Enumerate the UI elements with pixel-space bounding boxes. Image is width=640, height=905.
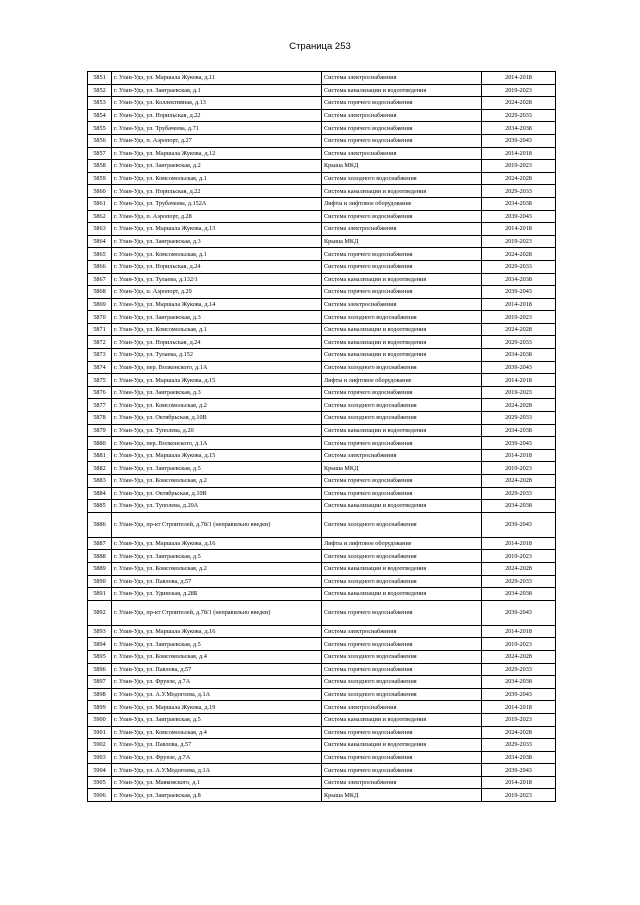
row-period: 2014-2018 xyxy=(482,776,556,789)
row-number: 5861 xyxy=(88,197,112,210)
row-number: 5906 xyxy=(88,789,112,802)
table-row xyxy=(88,739,556,752)
row-period: 2034-2038 xyxy=(482,424,556,437)
row-address: г. Улан-Удэ, ул. Трубачеева, д.71 xyxy=(112,122,322,135)
row-number: 5872 xyxy=(88,336,112,349)
table-row xyxy=(88,298,556,311)
row-number: 5866 xyxy=(88,260,112,273)
row-address: г. Улан-Удэ, ул. Фрунзе, д.7А xyxy=(112,751,322,764)
row-address: г. Улан-Удэ, ул. Туполева, д.20А xyxy=(112,500,322,513)
row-period: 2014-2018 xyxy=(482,147,556,160)
row-period: 2019-2023 xyxy=(482,84,556,97)
row-system: Система канализации и водоотведения xyxy=(322,84,482,97)
row-period: 2039-2043 xyxy=(482,286,556,299)
table-row xyxy=(88,235,556,248)
row-system: Система электроснабжения xyxy=(322,701,482,714)
row-number: 5871 xyxy=(88,323,112,336)
row-number: 5884 xyxy=(88,487,112,500)
row-period: 2014-2018 xyxy=(482,72,556,85)
row-number: 5891 xyxy=(88,588,112,601)
table-row xyxy=(88,185,556,198)
row-system: Крыша МКД xyxy=(322,235,482,248)
row-system: Система электроснабжения xyxy=(322,147,482,160)
row-address: г. Улан-Удэ, ул. Комсомольская, д.1 xyxy=(112,323,322,336)
table-row xyxy=(88,751,556,764)
row-address: г. Улан-Удэ, ул. Трубачеева, д.152А xyxy=(112,197,322,210)
row-number: 5859 xyxy=(88,172,112,185)
row-address: г. Улан-Удэ, ул. Заиграевская, д.3 xyxy=(112,311,322,324)
row-period: 2039-2043 xyxy=(482,600,556,625)
row-number: 5875 xyxy=(88,374,112,387)
row-address: г. Улан-Удэ, ул. Коллективная, д.13 xyxy=(112,97,322,110)
row-number: 5895 xyxy=(88,650,112,663)
row-address: г. Улан-Удэ, ул. Маршала Жукова, д.16 xyxy=(112,625,322,638)
row-system: Система горячего водоснабжения xyxy=(322,260,482,273)
row-system: Система электроснабжения xyxy=(322,298,482,311)
table-row xyxy=(88,223,556,236)
row-number: 5888 xyxy=(88,550,112,563)
row-period: 2019-2023 xyxy=(482,713,556,726)
table-row xyxy=(88,676,556,689)
row-number: 5865 xyxy=(88,248,112,261)
table-row xyxy=(88,789,556,802)
row-system: Лифты и лифтовое оборудование xyxy=(322,197,482,210)
row-address: г. Улан-Удэ, ул. Комсомольская, д.2 xyxy=(112,475,322,488)
row-address: г. Улан-Удэ, ул. А.У.Модогоева, д.1А xyxy=(112,764,322,777)
table-row xyxy=(88,323,556,336)
row-number: 5901 xyxy=(88,726,112,739)
row-address: г. Улан-Удэ, ул. Заиграевская, д.5 xyxy=(112,638,322,651)
table-row xyxy=(88,286,556,299)
row-address: г. Улан-Удэ, ул. Заиграевская, д.5 xyxy=(112,550,322,563)
row-number: 5882 xyxy=(88,462,112,475)
row-period: 2019-2023 xyxy=(482,160,556,173)
row-address: г. Улан-Удэ, ул. Норильская, д.24 xyxy=(112,336,322,349)
row-system: Система холодного водоснабжения xyxy=(322,399,482,412)
row-number: 5856 xyxy=(88,134,112,147)
row-address: г. Улан-Удэ, ул. Маршала Жукова, д.19 xyxy=(112,701,322,714)
row-number: 5879 xyxy=(88,424,112,437)
row-number: 5860 xyxy=(88,185,112,198)
row-address: г. Улан-Удэ, ул. Заиграевская, д.3 xyxy=(112,386,322,399)
row-system: Система электроснабжения xyxy=(322,72,482,85)
row-system: Крыша МКД xyxy=(322,160,482,173)
row-system: Система электроснабжения xyxy=(322,776,482,789)
row-address: г. Улан-Удэ, ул. Комсомольская, д.1 xyxy=(112,172,322,185)
row-system: Система горячего водоснабжения xyxy=(322,437,482,450)
row-system: Система горячего водоснабжения xyxy=(322,751,482,764)
row-system: Система горячего водоснабжения xyxy=(322,210,482,223)
table-row xyxy=(88,386,556,399)
row-address: г. Улан-Удэ, пр-кт Строителей, д.78/1 (неправильно введен) xyxy=(112,512,322,537)
row-system: Система холодного водоснабжения xyxy=(322,676,482,689)
row-system: Система канализации и водоотведения xyxy=(322,323,482,336)
row-period: 2034-2038 xyxy=(482,122,556,135)
row-system: Лифты и лифтовое оборудование xyxy=(322,537,482,550)
row-period: 2014-2018 xyxy=(482,625,556,638)
row-period: 2024-2028 xyxy=(482,323,556,336)
row-period: 2014-2018 xyxy=(482,223,556,236)
table-row xyxy=(88,84,556,97)
table-row xyxy=(88,109,556,122)
table-row xyxy=(88,172,556,185)
row-number: 5853 xyxy=(88,97,112,110)
row-number: 5862 xyxy=(88,210,112,223)
table-row xyxy=(88,160,556,173)
row-number: 5873 xyxy=(88,349,112,362)
row-period: 2029-2033 xyxy=(482,109,556,122)
row-number: 5889 xyxy=(88,562,112,575)
row-address: г. Улан-Удэ, ул. Фрунзе, д.7А xyxy=(112,676,322,689)
row-period: 2039-2043 xyxy=(482,512,556,537)
row-period: 2024-2028 xyxy=(482,399,556,412)
row-period: 2019-2023 xyxy=(482,638,556,651)
row-address: г. Улан-Удэ, ул. Маршала Жукова, д.15 xyxy=(112,374,322,387)
row-period: 2039-2043 xyxy=(482,437,556,450)
row-period: 2034-2038 xyxy=(482,500,556,513)
table-row xyxy=(88,97,556,110)
row-number: 5892 xyxy=(88,600,112,625)
row-system: Система холодного водоснабжения xyxy=(322,172,482,185)
table-row xyxy=(88,248,556,261)
row-address: г. Улан-Удэ, ул. Норильская, д.22 xyxy=(112,185,322,198)
row-address: г. Улан-Удэ, ул. Норильская, д.24 xyxy=(112,260,322,273)
row-period: 2014-2018 xyxy=(482,701,556,714)
row-period: 2024-2028 xyxy=(482,97,556,110)
row-address: г. Улан-Удэ, ул. Норильская, д.22 xyxy=(112,109,322,122)
row-system: Система канализации и водоотведения xyxy=(322,588,482,601)
row-system: Система горячего водоснабжения xyxy=(322,475,482,488)
row-number: 5867 xyxy=(88,273,112,286)
row-address: г. Улан-Удэ, ул. Комсомольская, д.2 xyxy=(112,562,322,575)
row-period: 2019-2023 xyxy=(482,550,556,563)
row-system: Система горячего водоснабжения xyxy=(322,487,482,500)
table-row xyxy=(88,197,556,210)
row-period: 2039-2043 xyxy=(482,764,556,777)
row-period: 2019-2023 xyxy=(482,386,556,399)
row-address: г. Улан-Удэ, ул. Октябрьская, д.10В xyxy=(112,487,322,500)
table-row xyxy=(88,412,556,425)
table-row xyxy=(88,361,556,374)
row-address: г. Улан-Удэ, ул. Маршала Жукова, д.12 xyxy=(112,147,322,160)
table-row xyxy=(88,210,556,223)
row-address: г. Улан-Удэ, ул. А.У.Модогоева, д.1А xyxy=(112,688,322,701)
table-body xyxy=(88,72,556,802)
row-system: Система электроснабжения xyxy=(322,449,482,462)
row-address: г. Улан-Удэ, ул. Павлова, д.57 xyxy=(112,575,322,588)
row-system: Система холодного водоснабжения xyxy=(322,412,482,425)
table-row xyxy=(88,399,556,412)
row-period: 2029-2033 xyxy=(482,487,556,500)
row-system: Лифты и лифтовое оборудование xyxy=(322,374,482,387)
table-row xyxy=(88,437,556,450)
row-system: Система канализации и водоотведения xyxy=(322,336,482,349)
row-period: 2024-2028 xyxy=(482,172,556,185)
table-row xyxy=(88,575,556,588)
table-row xyxy=(88,134,556,147)
row-number: 5903 xyxy=(88,751,112,764)
row-number: 5863 xyxy=(88,223,112,236)
row-system: Система канализации и водоотведения xyxy=(322,562,482,575)
row-number: 5893 xyxy=(88,625,112,638)
row-system: Система горячего водоснабжения xyxy=(322,286,482,299)
row-address: г. Улан-Удэ, ул. Комсомольская, д.4 xyxy=(112,650,322,663)
row-number: 5868 xyxy=(88,286,112,299)
row-period: 2024-2028 xyxy=(482,248,556,261)
row-period: 2029-2033 xyxy=(482,663,556,676)
row-period: 2039-2043 xyxy=(482,210,556,223)
row-system: Система канализации и водоотведения xyxy=(322,349,482,362)
row-period: 2034-2038 xyxy=(482,273,556,286)
row-number: 5876 xyxy=(88,386,112,399)
row-number: 5900 xyxy=(88,713,112,726)
table-row xyxy=(88,638,556,651)
row-number: 5894 xyxy=(88,638,112,651)
row-number: 5878 xyxy=(88,412,112,425)
table-row xyxy=(88,726,556,739)
row-system: Система холодного водоснабжения xyxy=(322,550,482,563)
row-number: 5885 xyxy=(88,500,112,513)
row-number: 5855 xyxy=(88,122,112,135)
row-period: 2014-2018 xyxy=(482,449,556,462)
table-row xyxy=(88,625,556,638)
row-number: 5857 xyxy=(88,147,112,160)
row-address: г. Улан-Удэ, ул. Тулаева, д.132/1 xyxy=(112,273,322,286)
table-row xyxy=(88,500,556,513)
row-system: Система электроснабжения xyxy=(322,223,482,236)
row-number: 5880 xyxy=(88,437,112,450)
row-number: 5883 xyxy=(88,475,112,488)
row-period: 2039-2043 xyxy=(482,361,556,374)
table-row xyxy=(88,537,556,550)
row-number: 5870 xyxy=(88,311,112,324)
row-address: г. Улан-Удэ, ул. Маршала Жукова, д.15 xyxy=(112,449,322,462)
table-row xyxy=(88,650,556,663)
row-number: 5858 xyxy=(88,160,112,173)
row-address: г. Улан-Удэ, ул. Тулаева, д.152 xyxy=(112,349,322,362)
row-system: Крыша МКД xyxy=(322,462,482,475)
row-number: 5854 xyxy=(88,109,112,122)
table-row xyxy=(88,663,556,676)
row-address: г. Улан-Удэ, ул. Комсомольская, д.2 xyxy=(112,399,322,412)
row-number: 5902 xyxy=(88,739,112,752)
row-address: г. Улан-Удэ, ул. Маршала Жукова, д.14 xyxy=(112,298,322,311)
row-number: 5877 xyxy=(88,399,112,412)
row-address: г. Улан-Удэ, пр-кт Строителей, д.78/1 (неправильно введен) xyxy=(112,600,322,625)
row-period: 2019-2023 xyxy=(482,311,556,324)
row-period: 2034-2038 xyxy=(482,349,556,362)
row-system: Система холодного водоснабжения xyxy=(322,512,482,537)
row-period: 2029-2033 xyxy=(482,336,556,349)
row-system: Система холодного водоснабжения xyxy=(322,688,482,701)
table-row xyxy=(88,449,556,462)
row-address: г. Улан-Удэ, п. Аэропорт, д.27 xyxy=(112,134,322,147)
row-system: Система канализации и водоотведения xyxy=(322,273,482,286)
page-title: Страница 253 xyxy=(289,41,351,52)
row-number: 5896 xyxy=(88,663,112,676)
table-row xyxy=(88,550,556,563)
table-row xyxy=(88,462,556,475)
table-row xyxy=(88,374,556,387)
row-system: Система канализации и водоотведения xyxy=(322,424,482,437)
row-number: 5852 xyxy=(88,84,112,97)
row-address: г. Улан-Удэ, пер. Волконского, д.1А xyxy=(112,361,322,374)
row-system: Система горячего водоснабжения xyxy=(322,97,482,110)
row-period: 2029-2033 xyxy=(482,260,556,273)
row-system: Система горячего водоснабжения xyxy=(322,600,482,625)
row-period: 2034-2038 xyxy=(482,588,556,601)
row-system: Система холодного водоснабжения xyxy=(322,650,482,663)
row-period: 2039-2043 xyxy=(482,688,556,701)
row-number: 5881 xyxy=(88,449,112,462)
row-address: г. Улан-Удэ, п. Аэропорт, д.29 xyxy=(112,286,322,299)
row-period: 2014-2018 xyxy=(482,298,556,311)
row-address: г. Улан-Удэ, ул. Комсомольская, д.1 xyxy=(112,248,322,261)
row-period: 2019-2023 xyxy=(482,235,556,248)
row-system: Крыша МКД xyxy=(322,789,482,802)
row-period: 2014-2018 xyxy=(482,537,556,550)
table-row xyxy=(88,475,556,488)
row-period: 2034-2038 xyxy=(482,676,556,689)
row-number: 5886 xyxy=(88,512,112,537)
row-period: 2039-2043 xyxy=(482,134,556,147)
row-number: 5887 xyxy=(88,537,112,550)
row-system: Система холодного водоснабжения xyxy=(322,361,482,374)
row-address: г. Улан-Удэ, ул. Павлова, д.57 xyxy=(112,663,322,676)
row-period: 2029-2033 xyxy=(482,412,556,425)
row-address: г. Улан-Удэ, ул. Маяковского, д.1 xyxy=(112,776,322,789)
row-period: 2019-2023 xyxy=(482,789,556,802)
table-row xyxy=(88,349,556,362)
row-number: 5869 xyxy=(88,298,112,311)
table-row xyxy=(88,562,556,575)
row-period: 2019-2023 xyxy=(482,462,556,475)
table-row xyxy=(88,764,556,777)
row-system: Система электроснабжения xyxy=(322,625,482,638)
row-system: Система горячего водоснабжения xyxy=(322,386,482,399)
row-system: Система горячего водоснабжения xyxy=(322,248,482,261)
table-row xyxy=(88,336,556,349)
row-address: г. Улан-Удэ, ул. Заиграевская, д.8 xyxy=(112,789,322,802)
row-period: 2024-2028 xyxy=(482,562,556,575)
table-row xyxy=(88,311,556,324)
row-address: г. Улан-Удэ, ул. Маршала Жукова, д.11 xyxy=(112,72,322,85)
row-address: г. Улан-Удэ, ул. Заиграевская, д.5 xyxy=(112,462,322,475)
table-row xyxy=(88,147,556,160)
table-row xyxy=(88,260,556,273)
row-number: 5904 xyxy=(88,764,112,777)
table-row xyxy=(88,688,556,701)
row-system: Система холодного водоснабжения xyxy=(322,575,482,588)
row-address: г. Улан-Удэ, ул. Маршала Жукова, д.13 xyxy=(112,223,322,236)
table-row xyxy=(88,588,556,601)
row-system: Система канализации и водоотведения xyxy=(322,185,482,198)
repair-schedule-table xyxy=(87,71,556,802)
row-system: Система канализации и водоотведения xyxy=(322,739,482,752)
row-period: 2029-2033 xyxy=(482,185,556,198)
row-number: 5851 xyxy=(88,72,112,85)
row-number: 5899 xyxy=(88,701,112,714)
row-address: г. Улан-Удэ, ул. Павлова, д.57 xyxy=(112,739,322,752)
row-address: г. Улан-Удэ, пер. Волконского, д.1А xyxy=(112,437,322,450)
row-system: Система горячего водоснабжения xyxy=(322,122,482,135)
row-system: Система горячего водоснабжения xyxy=(322,134,482,147)
row-period: 2024-2028 xyxy=(482,475,556,488)
row-period: 2024-2028 xyxy=(482,650,556,663)
table-row xyxy=(88,72,556,85)
row-address: г. Улан-Удэ, ул. Удинская, д.28Б xyxy=(112,588,322,601)
row-address: г. Улан-Удэ, ул. Заиграевская, д.3 xyxy=(112,235,322,248)
row-number: 5890 xyxy=(88,575,112,588)
row-system: Система горячего водоснабжения xyxy=(322,638,482,651)
table-row xyxy=(88,512,556,537)
row-system: Система канализации и водоотведения xyxy=(322,713,482,726)
row-system: Система холодного водоснабжения xyxy=(322,311,482,324)
row-period: 2024-2028 xyxy=(482,726,556,739)
row-number: 5864 xyxy=(88,235,112,248)
table-row xyxy=(88,600,556,625)
row-address: г. Улан-Удэ, п. Аэропорт, д.28 xyxy=(112,210,322,223)
row-period: 2034-2038 xyxy=(482,751,556,764)
table-row xyxy=(88,776,556,789)
row-address: г. Улан-Удэ, ул. Октябрьская, д.10В xyxy=(112,412,322,425)
table-row xyxy=(88,487,556,500)
table-row xyxy=(88,713,556,726)
table-row xyxy=(88,701,556,714)
row-system: Система канализации и водоотведения xyxy=(322,500,482,513)
table-row xyxy=(88,273,556,286)
row-address: г. Улан-Удэ, ул. Заиграевская, д.2 xyxy=(112,160,322,173)
row-system: Система электроснабжения xyxy=(322,109,482,122)
row-address: г. Улан-Удэ, ул. Заиграевская, д.5 xyxy=(112,713,322,726)
row-address: г. Улан-Удэ, ул. Заиграевская, д.1 xyxy=(112,84,322,97)
row-number: 5898 xyxy=(88,688,112,701)
row-system: Система горячего водоснабжения xyxy=(322,726,482,739)
row-period: 2014-2018 xyxy=(482,374,556,387)
row-period: 2029-2033 xyxy=(482,575,556,588)
table-row xyxy=(88,424,556,437)
row-address: г. Улан-Удэ, ул. Туполева, д.20 xyxy=(112,424,322,437)
row-address: г. Улан-Удэ, ул. Маршала Жукова, д.16 xyxy=(112,537,322,550)
table-row xyxy=(88,122,556,135)
row-system: Система горячего водоснабжения xyxy=(322,764,482,777)
row-number: 5897 xyxy=(88,676,112,689)
row-address: г. Улан-Удэ, ул. Комсомольская, д.4 xyxy=(112,726,322,739)
row-number: 5905 xyxy=(88,776,112,789)
row-period: 2034-2038 xyxy=(482,197,556,210)
row-system: Система горячего водоснабжения xyxy=(322,663,482,676)
row-period: 2029-2033 xyxy=(482,739,556,752)
row-number: 5874 xyxy=(88,361,112,374)
